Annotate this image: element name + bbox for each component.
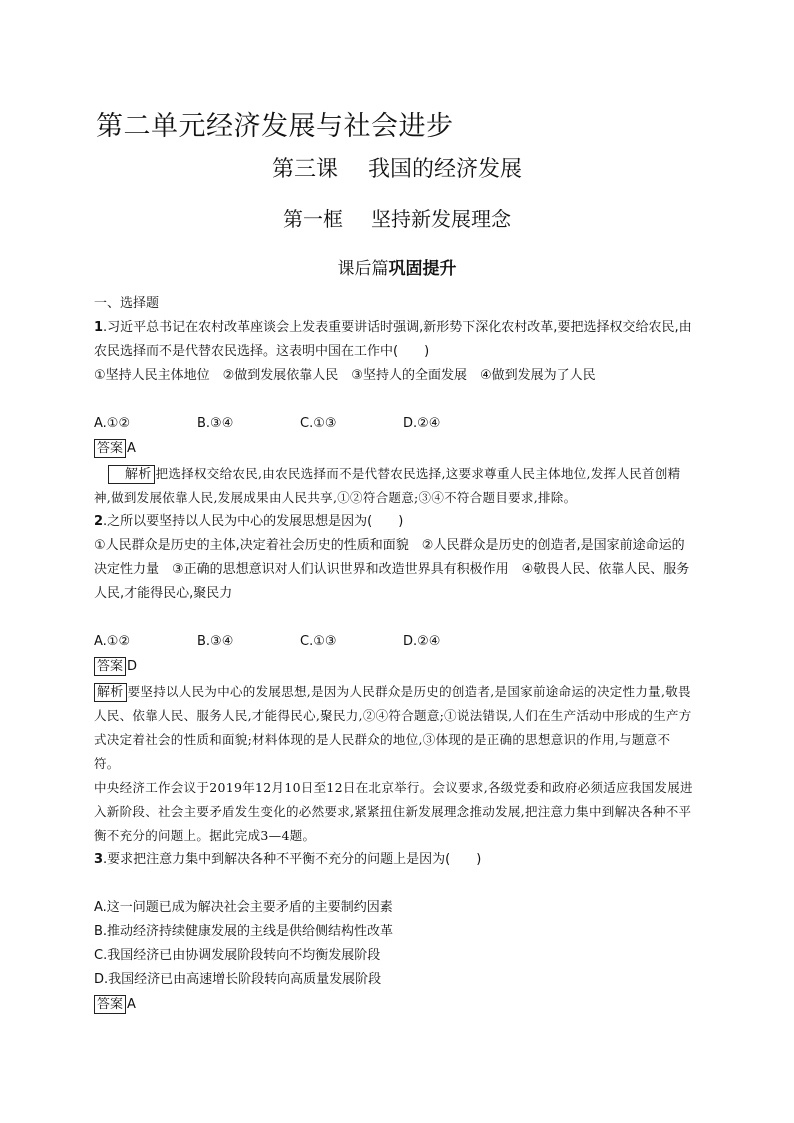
answer-value: A [127, 441, 136, 456]
question-1-analysis [94, 462, 694, 510]
question-3-answer [94, 992, 694, 1018]
analysis-text: 把选择权交给农民,由农民选择而不是代替农民选择,这要求尊重人民主体地位,发挥人民首创精神,做到发展依靠人民,发展成果由人民共享,①②符合题意;③④不符合题目要求,排除。 [94, 466, 681, 505]
section-title [0, 254, 794, 279]
option-c: C.①③ [300, 634, 337, 649]
option-d: D.②④ [403, 634, 441, 649]
analysis-text: 要坚持以人民为中心的发展思想,是因为人民群众是历史的创造者,是国家前途命运的决定性力量,敬畏人民、依靠人民、服务人民,才能得民心,聚民力,②④符合题意;①说法错误,人们在生产活动中形成的生产方式决定着社会的性质和面貌;材料体现的是人民群众的地位,③体现的是正确的思想意识的作用,与题意不符。 [94, 684, 692, 771]
question-3-text: .要求把注意力集中到解决各种不平衡不充分的问题上是因为( ) [103, 852, 482, 867]
answer-value: D [127, 659, 138, 674]
question-1-stem [94, 316, 694, 364]
option-b: B.③④ [197, 416, 234, 431]
frame-title [0, 203, 794, 232]
option-d: D.我国经济已由高速增长阶段转向高质量发展阶段 [94, 972, 382, 987]
question-3-number: 3 [94, 852, 104, 867]
question-1-number: 1 [94, 320, 104, 335]
analysis-tag: 解析 [108, 465, 155, 484]
shared-material: 中央经济工作会议于2019年12月10日至12日在北京举行。会议要求,各级党委和政府必须适应我国发展进入新阶段、社会主要矛盾发生变化的必然要求,紧紧扭住新发展理念推动发展,把注意力集中到解决各种不平衡不充分的问题上。据此完成3—4题。 [94, 780, 693, 843]
option-b: B.③④ [197, 634, 234, 649]
question-2-stem [94, 510, 694, 534]
answer-tag: 答案 [94, 995, 126, 1014]
option-c: C.①③ [300, 416, 337, 431]
question-1-statements: ①坚持人民主体地位 ②做到发展依靠人民 ③坚持人的全面发展 ④做到发展为了人民 [94, 368, 596, 383]
question-2-statements: ①人民群众是历史的主体,决定着社会历史的性质和面貌 ②人民群众是历史的创造者,是国家前途命运的决定性力量 ③正确的思想意识对人们认识世界和改造世界具有积极作用 ④敬畏人民、依靠人民、服务人民,才能得民心,聚民力 [94, 538, 690, 601]
answer-tag: 答案 [94, 657, 126, 676]
option-b: B.推动经济持续健康发展的主线是供给侧结构性改革 [94, 924, 394, 939]
answer-value: A [127, 997, 136, 1012]
question-2-analysis [94, 680, 694, 776]
option-a: A.①② [94, 634, 131, 649]
frame-name: 坚持新发展理念 [371, 207, 511, 231]
unit-title: 第二单元经济发展与社会进步 [96, 111, 454, 142]
option-d: D.②④ [403, 416, 441, 431]
option-a: A.①② [94, 416, 131, 431]
question-content [94, 292, 694, 1018]
question-2-number: 2 [94, 514, 104, 529]
analysis-tag: 解析 [94, 683, 127, 702]
question-3-stem [94, 848, 694, 872]
question-1-text: .习近平总书记在农村改革座谈会上发表重要讲话时强调,新形势下深化农村改革,要把选择权交给农民,由农民选择而不是代替农民选择。这表明中国在工作中( ) [94, 320, 692, 359]
question-1-options [94, 412, 694, 436]
lesson-name: 我国的经济发展 [368, 157, 523, 182]
question-2-options [94, 630, 694, 654]
part-heading: 一、选择题 [94, 296, 160, 311]
section-prefix: 课后篇 [337, 259, 389, 279]
section-name: 巩固提升 [388, 259, 457, 279]
lesson-number: 第三课 [271, 157, 338, 182]
option-a: A.这一问题已成为解决社会主要矛盾的主要制约因素 [94, 900, 393, 915]
frame-number: 第一框 [283, 207, 343, 231]
question-1-answer [94, 436, 694, 462]
answer-tag: 答案 [94, 439, 126, 458]
lesson-title [0, 152, 794, 183]
question-2-text: .之所以要坚持以人民为中心的发展思想是因为( ) [103, 514, 404, 529]
option-c: C.我国经济已由协调发展阶段转向不均衡发展阶段 [94, 948, 381, 963]
question-2-answer [94, 654, 694, 680]
